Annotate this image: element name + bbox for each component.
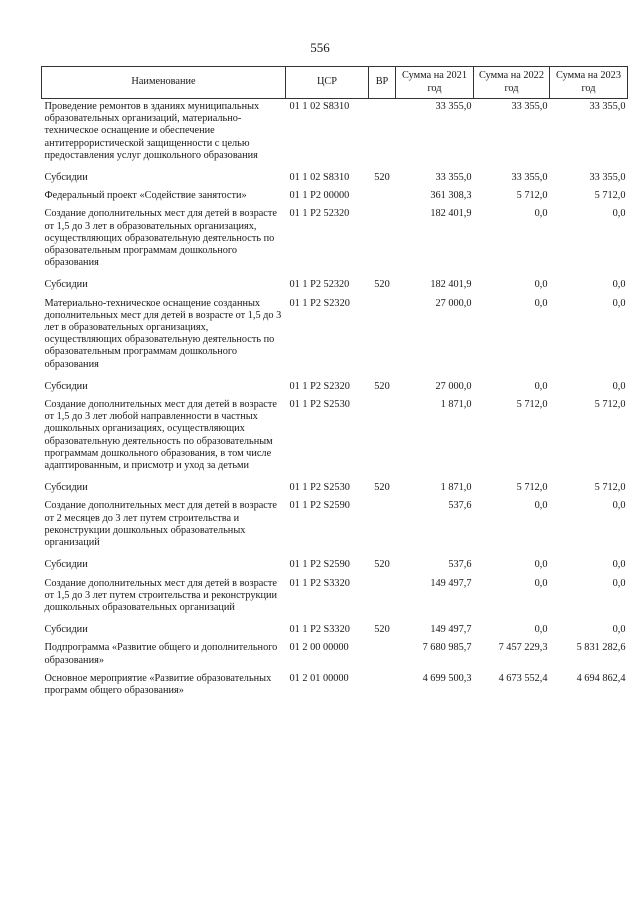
row-sum-2023: 0,0: [612, 208, 626, 220]
row-sum-2022: 5 712,0: [516, 399, 548, 411]
header-sum-2023: Сумма на 2023 год: [550, 67, 628, 99]
row-name: Субсидии: [44, 482, 88, 494]
budget-table: [41, 66, 628, 701]
row-sum-2021: 361 308,3: [430, 190, 472, 202]
table-row: [42, 273, 628, 295]
row-csr: 01 1 P2 S2320: [289, 380, 350, 392]
row-sum-2021: 4 699 500,3: [422, 672, 472, 684]
row-sum-2022: 0,0: [534, 297, 548, 309]
row-csr: 01 2 01 00000: [289, 672, 349, 684]
row-name: Создание дополнительных мест для детей в возрасте от 1,5 до 3 лет в образовательных организациях, осуществляющих образовательную деятельность по образовательным программам дошкольного образования: [44, 208, 277, 269]
row-sum-2022: 0,0: [534, 279, 548, 291]
row-sum-2023: 0,0: [612, 279, 626, 291]
row-sum-2022: 5 712,0: [516, 482, 548, 494]
row-csr: 01 1 P2 S2530: [289, 399, 350, 411]
table-row: [42, 206, 628, 273]
row-vr: [369, 671, 396, 701]
table-row: [42, 99, 628, 167]
row-sum-2022: 5 712,0: [516, 190, 548, 202]
header-name: Наименование: [42, 67, 286, 99]
row-sum-2023: 0,0: [612, 380, 626, 392]
row-csr: 01 1 P2 S3320: [289, 624, 350, 636]
row-sum-2023: 33 355,0: [589, 172, 626, 184]
row-sum-2023: 5 712,0: [594, 482, 626, 494]
row-sum-2021: 33 355,0: [435, 101, 472, 112]
table-header: [42, 67, 628, 99]
table-row: [42, 188, 628, 206]
row-vr: [369, 576, 396, 619]
header-sum-2021: Сумма на 2021 год: [396, 67, 474, 99]
row-sum-2021: 33 355,0: [435, 172, 472, 184]
row-sum-2023: 5 712,0: [594, 190, 626, 202]
row-sum-2023: 33 355,0: [589, 101, 626, 112]
row-sum-2021: 149 497,7: [430, 577, 472, 589]
row-vr: [369, 206, 396, 273]
row-sum-2021: 537,6: [448, 559, 472, 571]
row-name: Материально-техническое оснащение созданных дополнительных мест для детей в возрасте от 1,5 до 3 лет в образовательных организациях, осуществляющих образовательную деятельность по образовательным программам дошкольного образования: [44, 297, 282, 370]
row-vr: 520: [374, 172, 390, 184]
row-name: Субсидии: [44, 380, 88, 392]
row-name: Субсидии: [44, 559, 88, 571]
row-csr: 01 1 02 S8310: [289, 172, 350, 184]
row-sum-2021: 182 401,9: [430, 208, 472, 220]
row-sum-2022: 33 355,0: [511, 101, 548, 112]
row-vr: [369, 296, 396, 375]
table-row: [42, 375, 628, 397]
row-vr: 520: [374, 279, 390, 291]
row-csr: 01 1 02 S8310: [289, 101, 350, 112]
row-vr: [369, 498, 396, 553]
header-vr: ВР: [369, 67, 396, 99]
row-sum-2022: 0,0: [534, 624, 548, 636]
row-name: Создание дополнительных мест для детей в возрасте от 2 месяцев до 3 лет путем строительства и реконструкции дошкольных образовательных организаций: [44, 500, 277, 549]
table-row: [42, 618, 628, 640]
table-row: [42, 576, 628, 619]
row-vr: [369, 99, 396, 167]
row-sum-2022: 33 355,0: [511, 172, 548, 184]
row-sum-2021: 537,6: [448, 500, 472, 512]
row-sum-2021: 27 000,0: [435, 297, 472, 309]
row-name: Основное мероприятие «Развитие образовательных программ общего образования»: [44, 672, 272, 696]
header-csr: ЦСР: [286, 67, 369, 99]
row-csr: 01 1 P2 52320: [289, 208, 350, 220]
row-csr: 01 1 P2 52320: [289, 279, 350, 291]
row-sum-2021: 1 871,0: [440, 482, 472, 494]
row-sum-2022: 4 673 552,4: [498, 672, 548, 684]
table-row: [42, 640, 628, 670]
page-number: 556: [310, 40, 330, 55]
row-vr: [369, 640, 396, 670]
row-name: Субсидии: [44, 624, 88, 636]
row-sum-2022: 0,0: [534, 559, 548, 571]
table-row: [42, 296, 628, 375]
row-name: Проведение ремонтов в зданиях муниципальных образовательных организаций, материально-техническое оснащение и обеспечение антитеррористической защищенности с целью предоставления услуг дошкольного образования: [44, 101, 260, 161]
row-sum-2021: 182 401,9: [430, 279, 472, 291]
row-csr: 01 1 P2 00000: [289, 190, 350, 202]
row-sum-2022: 7 457 229,3: [498, 642, 548, 654]
table-row: [42, 397, 628, 476]
row-vr: [369, 397, 396, 476]
row-sum-2023: 0,0: [612, 500, 626, 512]
row-csr: 01 1 P2 S2590: [289, 559, 350, 571]
header-sum-2022: Сумма на 2022 год: [474, 67, 550, 99]
table-row: [42, 166, 628, 188]
table-row: [42, 476, 628, 498]
row-name: Субсидии: [44, 279, 88, 291]
table-row: [42, 553, 628, 575]
row-name: Подпрограмма «Развитие общего и дополнительного образования»: [44, 642, 278, 666]
row-vr: 520: [374, 482, 390, 494]
row-sum-2021: 1 871,0: [440, 399, 472, 411]
row-vr: [369, 188, 396, 206]
row-sum-2022: 0,0: [534, 208, 548, 220]
row-csr: 01 1 P2 S2590: [289, 500, 350, 512]
row-vr: 520: [374, 380, 390, 392]
row-sum-2021: 149 497,7: [430, 624, 472, 636]
row-csr: 01 1 P2 S2320: [289, 297, 350, 309]
row-sum-2022: 0,0: [534, 500, 548, 512]
row-name: Создание дополнительных мест для детей в возрасте от 1,5 до 3 лет любой направленности в частных дошкольных организациях, осуществляющих образовательную деятельность по образовательным программам дошкольного образования, в том числе адаптированным, и присмотр и уход за детьми: [44, 399, 277, 472]
row-vr: 520: [374, 624, 390, 636]
row-sum-2023: 0,0: [612, 624, 626, 636]
row-sum-2022: 0,0: [534, 380, 548, 392]
row-name: Создание дополнительных мест для детей в возрасте от 1,5 до 3 лет путем строительства и реконструкции дошкольных образовательных организаций: [44, 577, 277, 613]
row-sum-2023: 0,0: [612, 577, 626, 589]
table-row: [42, 498, 628, 553]
row-name: Субсидии: [44, 172, 88, 184]
row-name: Федеральный проект «Содействие занятости»: [44, 190, 247, 202]
row-vr: 520: [374, 559, 390, 571]
row-sum-2023: 0,0: [612, 297, 626, 309]
row-csr: 01 1 P2 S3320: [289, 577, 350, 589]
row-csr: 01 2 00 00000: [289, 642, 349, 654]
row-sum-2022: 0,0: [534, 577, 548, 589]
row-sum-2023: 0,0: [612, 559, 626, 571]
row-sum-2023: 5 831 282,6: [576, 642, 626, 654]
row-sum-2021: 27 000,0: [435, 380, 472, 392]
row-csr: 01 1 P2 S2530: [289, 482, 350, 494]
table-body: [42, 99, 628, 702]
row-sum-2023: 4 694 862,4: [576, 672, 626, 684]
row-sum-2021: 7 680 985,7: [422, 642, 472, 654]
table-row: [42, 671, 628, 701]
row-sum-2023: 5 712,0: [594, 399, 626, 411]
